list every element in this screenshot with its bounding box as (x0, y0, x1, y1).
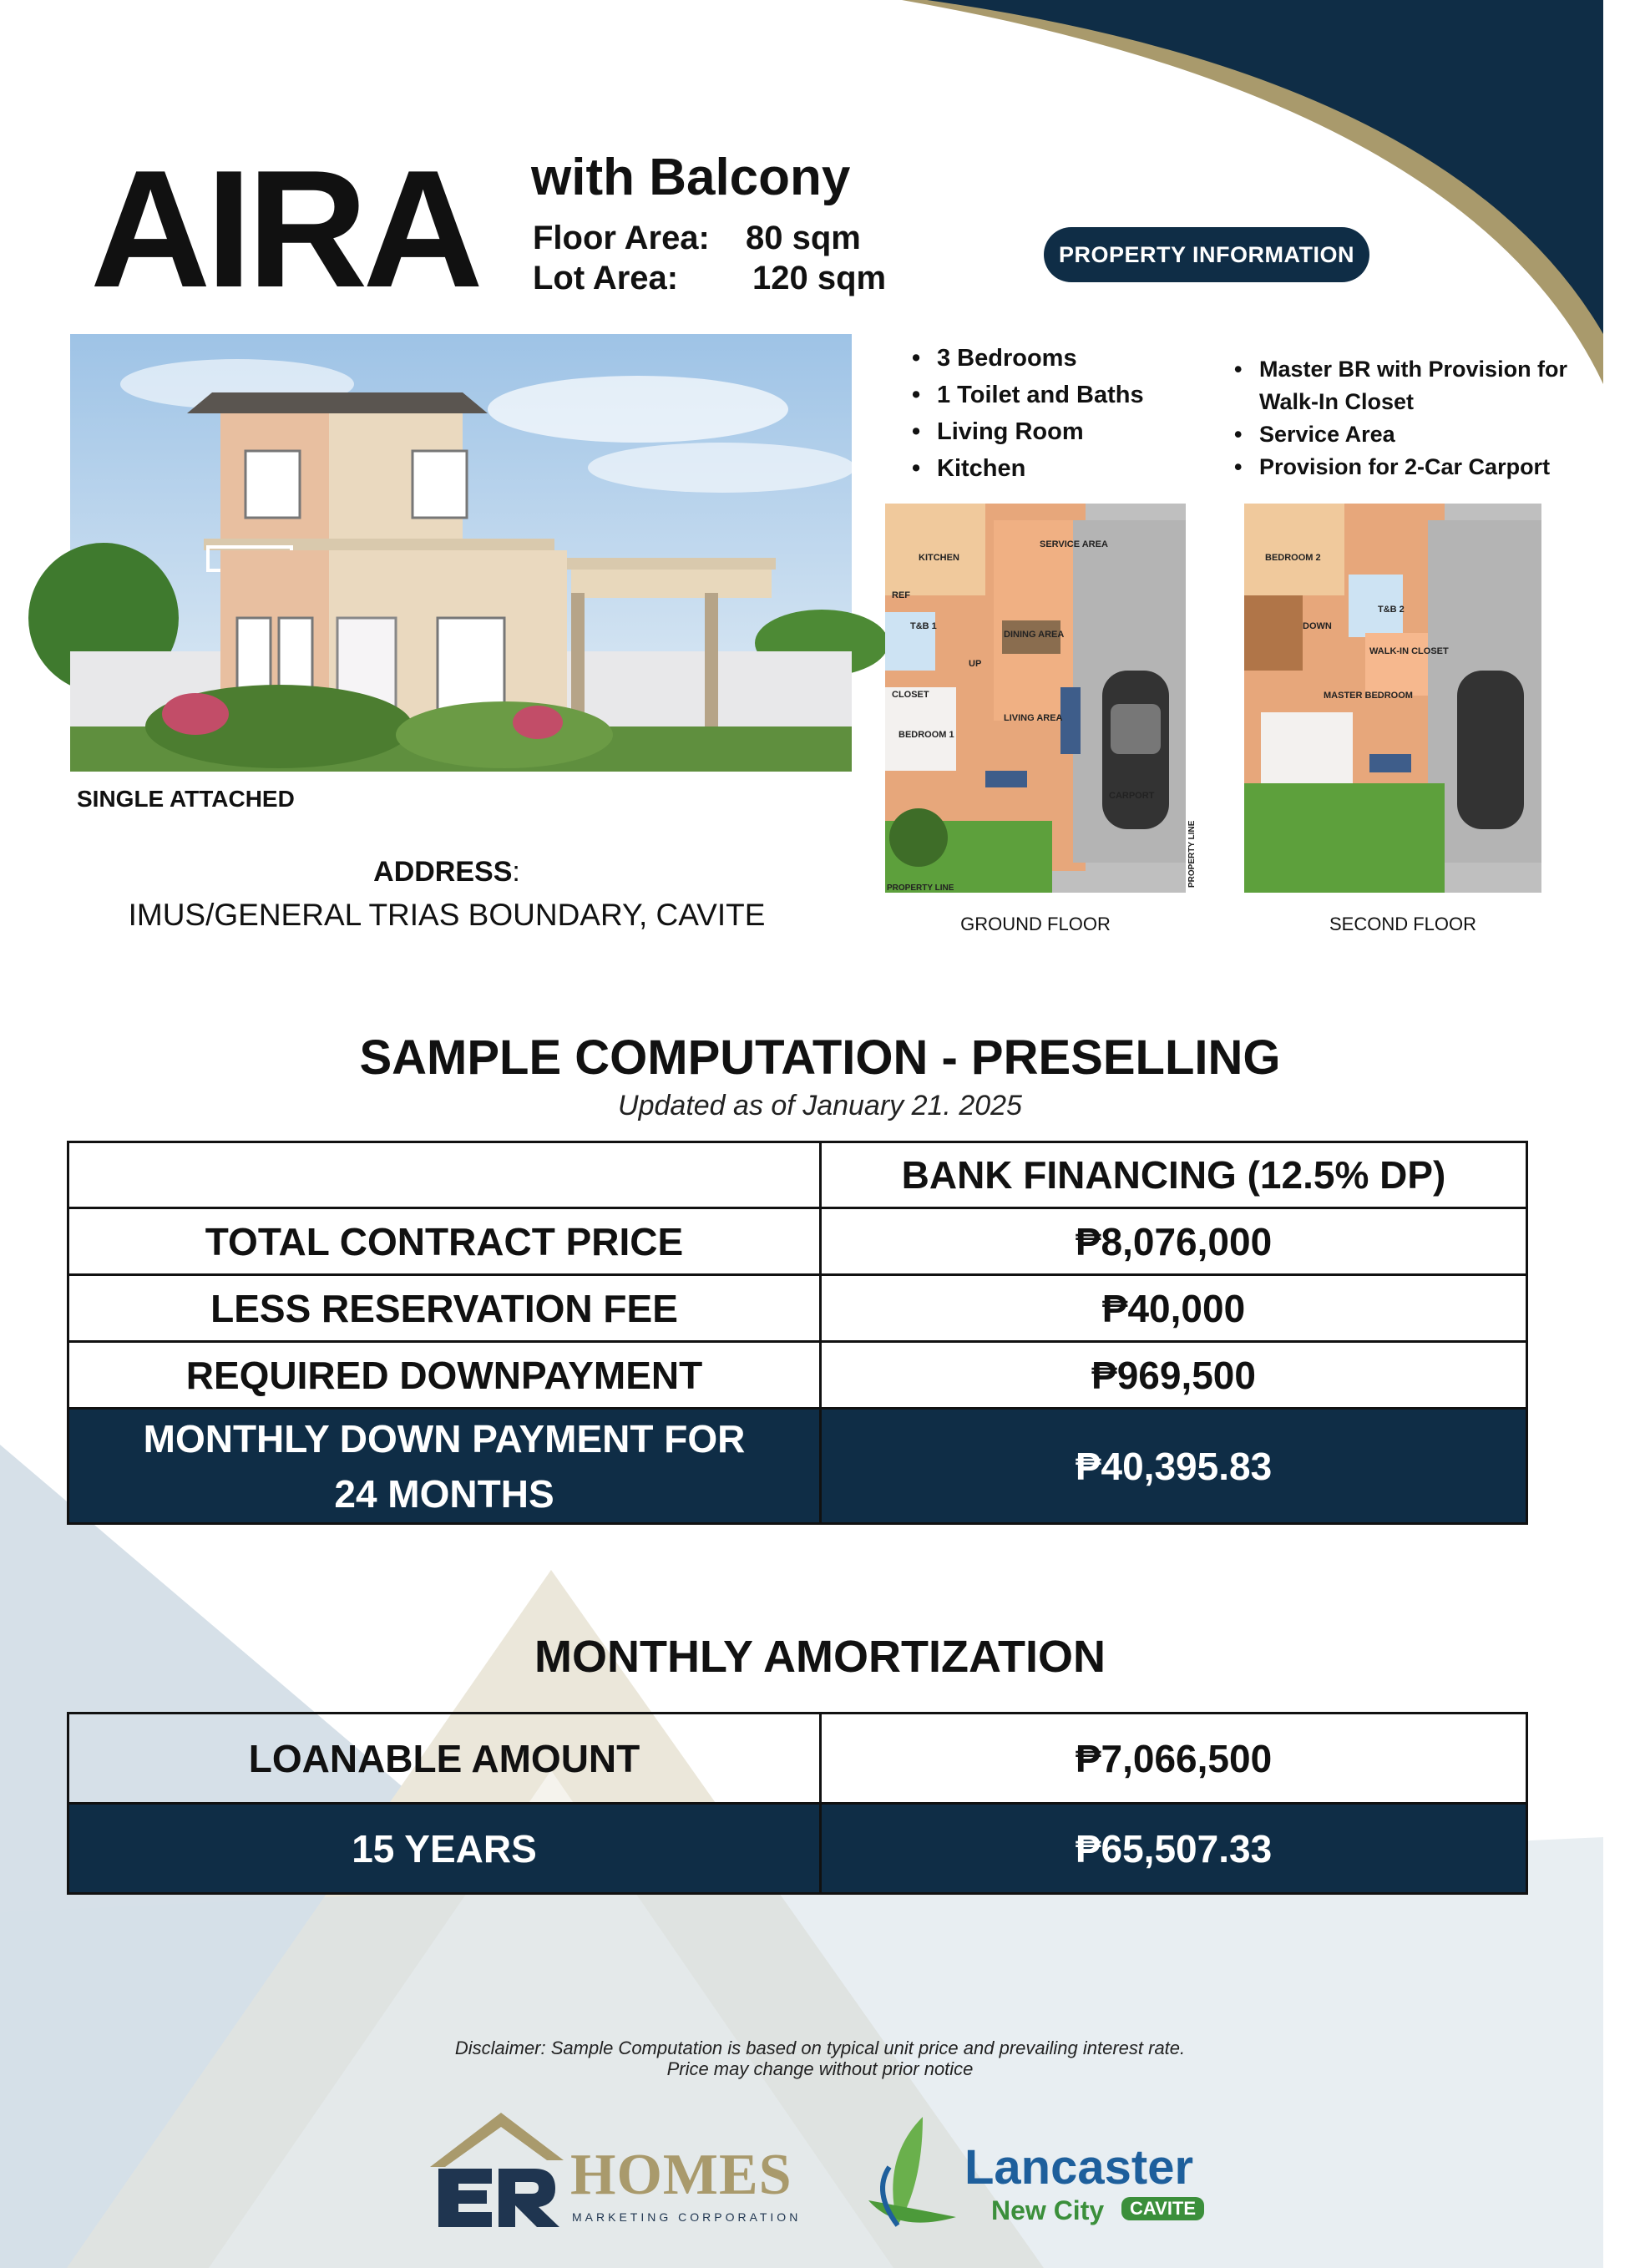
row-label-line: MONTHLY DOWN PAYMENT FOR (143, 1416, 746, 1461)
features-list-left (912, 340, 1144, 487)
homes-subtitle: MARKETING CORPORATION (572, 2210, 802, 2224)
feature-item: • Service Area (1234, 418, 1585, 451)
unit-type: SINGLE ATTACHED (77, 786, 295, 812)
plan-label: PROPERTY LINE (1187, 820, 1197, 888)
row-value: ₱40,000 (821, 1275, 1527, 1342)
er-homes-mark-icon (422, 2109, 564, 2234)
row-label: LESS RESERVATION FEE (68, 1275, 821, 1342)
feature-item: • Master BR with Provision for Walk-In Closet (1234, 353, 1585, 418)
plan-label: PROPERTY LINE (887, 883, 954, 893)
floor-area-label: Floor Area: (533, 220, 710, 256)
lancaster-logo (864, 2109, 1223, 2234)
address-label-text: ADDRESS (373, 856, 513, 888)
address-value: IMUS/GENERAL TRIAS BOUNDARY, CAVITE (128, 898, 766, 932)
model-name: AIRA (90, 136, 478, 322)
table-row-highlight (68, 1409, 1527, 1524)
table-cell-empty (68, 1142, 821, 1208)
plan-label: T&B 1 (910, 621, 937, 631)
plan-label: BEDROOM 2 (1265, 553, 1321, 563)
plan-label: DINING AREA (1004, 630, 1065, 640)
ground-floor-caption: GROUND FLOOR (960, 914, 1111, 934)
row-label: LOANABLE AMOUNT (68, 1714, 821, 1804)
lot-area-label: Lot Area: (533, 260, 679, 296)
feature-item: • Kitchen (912, 450, 1144, 487)
model-variant: with Balcony (531, 149, 851, 206)
lancaster-tag: CAVITE (1121, 2197, 1204, 2220)
row-value: ₱7,066,500 (821, 1714, 1527, 1804)
row-value: ₱65,507.33 (821, 1804, 1527, 1894)
amortization-title: MONTHLY AMORTIZATION (534, 1632, 1106, 1682)
disclaimer (0, 2038, 1640, 2079)
feature-item: • Living Room (912, 413, 1144, 450)
table-row (68, 1342, 1527, 1409)
computation-updated: Updated as of January 21. 2025 (618, 1090, 1022, 1121)
lancaster-wordmark: Lancaster (964, 2140, 1194, 2195)
table-header-row (68, 1142, 1527, 1208)
row-label-line: 24 MONTHS (334, 1471, 554, 1516)
floor-area-value: 80 sqm (746, 220, 861, 256)
plan-label: BEDROOM 1 (898, 730, 954, 740)
plan-label: UP (969, 659, 982, 669)
plan-label: T&B 2 (1378, 605, 1405, 615)
row-label: REQUIRED DOWNPAYMENT (68, 1342, 821, 1409)
plan-label: REF (892, 590, 910, 600)
address-label: ADDRESS: (373, 856, 520, 888)
ground-floor-plan (885, 504, 1197, 893)
amortization-table (67, 1712, 1528, 1895)
house-photo (70, 334, 852, 772)
computation-title: SAMPLE COMPUTATION - PRESELLING (359, 1030, 1281, 1085)
plan-label: LIVING AREA (1004, 713, 1063, 723)
table-row (68, 1275, 1527, 1342)
row-value: ₱969,500 (821, 1342, 1527, 1409)
row-label: TOTAL CONTRACT PRICE (68, 1208, 821, 1275)
row-value: ₱8,076,000 (821, 1208, 1527, 1275)
er-homes-logo (422, 2109, 806, 2234)
column-header: BANK FINANCING (12.5% DP) (821, 1142, 1527, 1208)
feature-item: • 3 Bedrooms (912, 340, 1144, 377)
floor-area-row (533, 221, 861, 255)
feature-item: • Provision for 2-Car Carport (1234, 451, 1585, 483)
row-label: 15 YEARS (68, 1804, 821, 1894)
plan-label: CLOSET (892, 690, 929, 700)
disclaimer-line: Price may change without prior notice (666, 2058, 974, 2079)
lot-area-row (533, 261, 886, 295)
row-value: ₱40,395.83 (821, 1409, 1527, 1524)
row-label (68, 1409, 821, 1524)
plan-label: WALK-IN CLOSET (1369, 646, 1449, 656)
homes-wordmark: HOMES (570, 2143, 792, 2207)
plan-label: MASTER BEDROOM (1324, 691, 1413, 701)
lancaster-subtitle: New City (991, 2195, 1105, 2225)
plan-label: CARPORT (1109, 791, 1155, 801)
lot-area-value: 120 sqm (752, 260, 887, 296)
plan-label: SERVICE AREA (1040, 539, 1108, 549)
feature-item: • 1 Toilet and Baths (912, 377, 1144, 413)
table-row (68, 1208, 1527, 1275)
property-information-badge: PROPERTY INFORMATION (1044, 227, 1369, 282)
second-floor-plan (1244, 504, 1541, 893)
features-list-right (1234, 353, 1585, 483)
second-floor-caption: SECOND FLOOR (1329, 914, 1477, 934)
table-row (68, 1714, 1527, 1804)
computation-table (67, 1141, 1528, 1525)
table-row-highlight (68, 1804, 1527, 1894)
plan-label: KITCHEN (919, 553, 959, 563)
leaf-icon (864, 2109, 973, 2234)
plan-label: DOWN (1303, 621, 1332, 631)
disclaimer-line: Disclaimer: Sample Computation is based on typical unit price and prevailing interest rate. (454, 2038, 1186, 2058)
